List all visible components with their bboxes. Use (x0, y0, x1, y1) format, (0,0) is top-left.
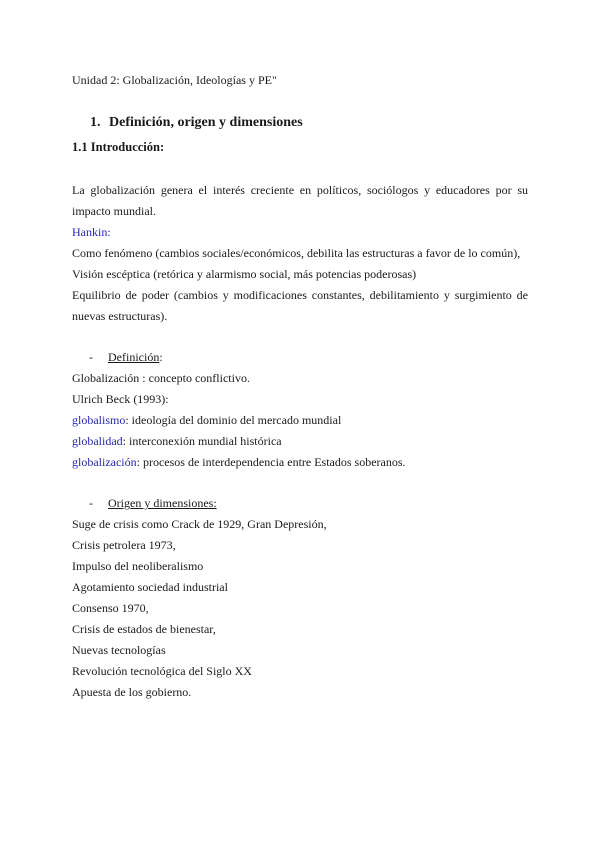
origin-item: Apuesta de los gobierno. (72, 685, 192, 699)
definition-colon: : (159, 350, 163, 364)
term-description: : procesos de interdependencia entre Estados soberanos. (136, 455, 406, 469)
term-description: : interconexión mundial histórica (122, 434, 282, 448)
definition-label: Definición (108, 350, 160, 364)
section-number: 1. (90, 115, 101, 130)
unit-title: Unidad 2: Globalización, Ideologías y PE" (72, 73, 277, 87)
term-item (72, 452, 528, 473)
term-name: globalismo (72, 413, 126, 427)
section-title: Definición, origen y dimensiones (109, 115, 303, 130)
origin-list (72, 514, 528, 703)
definition-bullet (89, 347, 163, 368)
concept-line: Globalización : concepto conflictivo. (72, 371, 250, 385)
origin-label: Origen y dimensiones: (108, 496, 217, 510)
origin-item: Crisis petrolera 1973, (72, 538, 176, 552)
section-heading (90, 114, 303, 131)
bullet-dash: - (89, 496, 93, 510)
beck-line: Ulrich Beck (1993): (72, 392, 169, 406)
term-name: globalidad (72, 434, 123, 448)
origin-item: Revolución tecnológica del Siglo XX (72, 664, 252, 678)
term-description: : ideología del dominio del mercado mundial (125, 413, 342, 427)
origin-item: Suge de crisis como Crack de 1929, Gran Depresión, (72, 517, 327, 531)
origin-item: Consenso 1970, (72, 601, 149, 615)
origin-item: Crisis de estados de bienestar, (72, 622, 216, 636)
hankin-block (72, 222, 528, 285)
hankin-label: Hankin: (72, 225, 111, 239)
bullet-dash: - (89, 350, 93, 364)
origin-item: Nuevas tecnologías (72, 643, 166, 657)
subsection-heading: 1.1 Introducción: (72, 140, 165, 154)
term-name: globalización (72, 455, 137, 469)
origin-item: Impulso del neoliberalismo (72, 559, 204, 573)
origin-bullet (89, 493, 217, 514)
term-item (72, 410, 528, 431)
view-item: Visión escéptica (retórica y alarmismo social, más potencias poderosas) (72, 267, 417, 281)
view-item: Como fenómeno (cambios sociales/económicos, debilita las estructuras a favor de lo común), (72, 246, 521, 260)
equilibrium-paragraph: Equilibrio de poder (cambios y modificaciones constantes, debilitamiento y surgimiento de nuevas estructuras). (72, 288, 528, 323)
origin-item: Agotamiento sociedad industrial (72, 580, 228, 594)
term-item (72, 431, 528, 452)
definition-block (72, 368, 528, 473)
intro-paragraph: La globalización genera el interés creciente en políticos, sociólogos y educadores por su impacto mundial. (72, 183, 528, 218)
